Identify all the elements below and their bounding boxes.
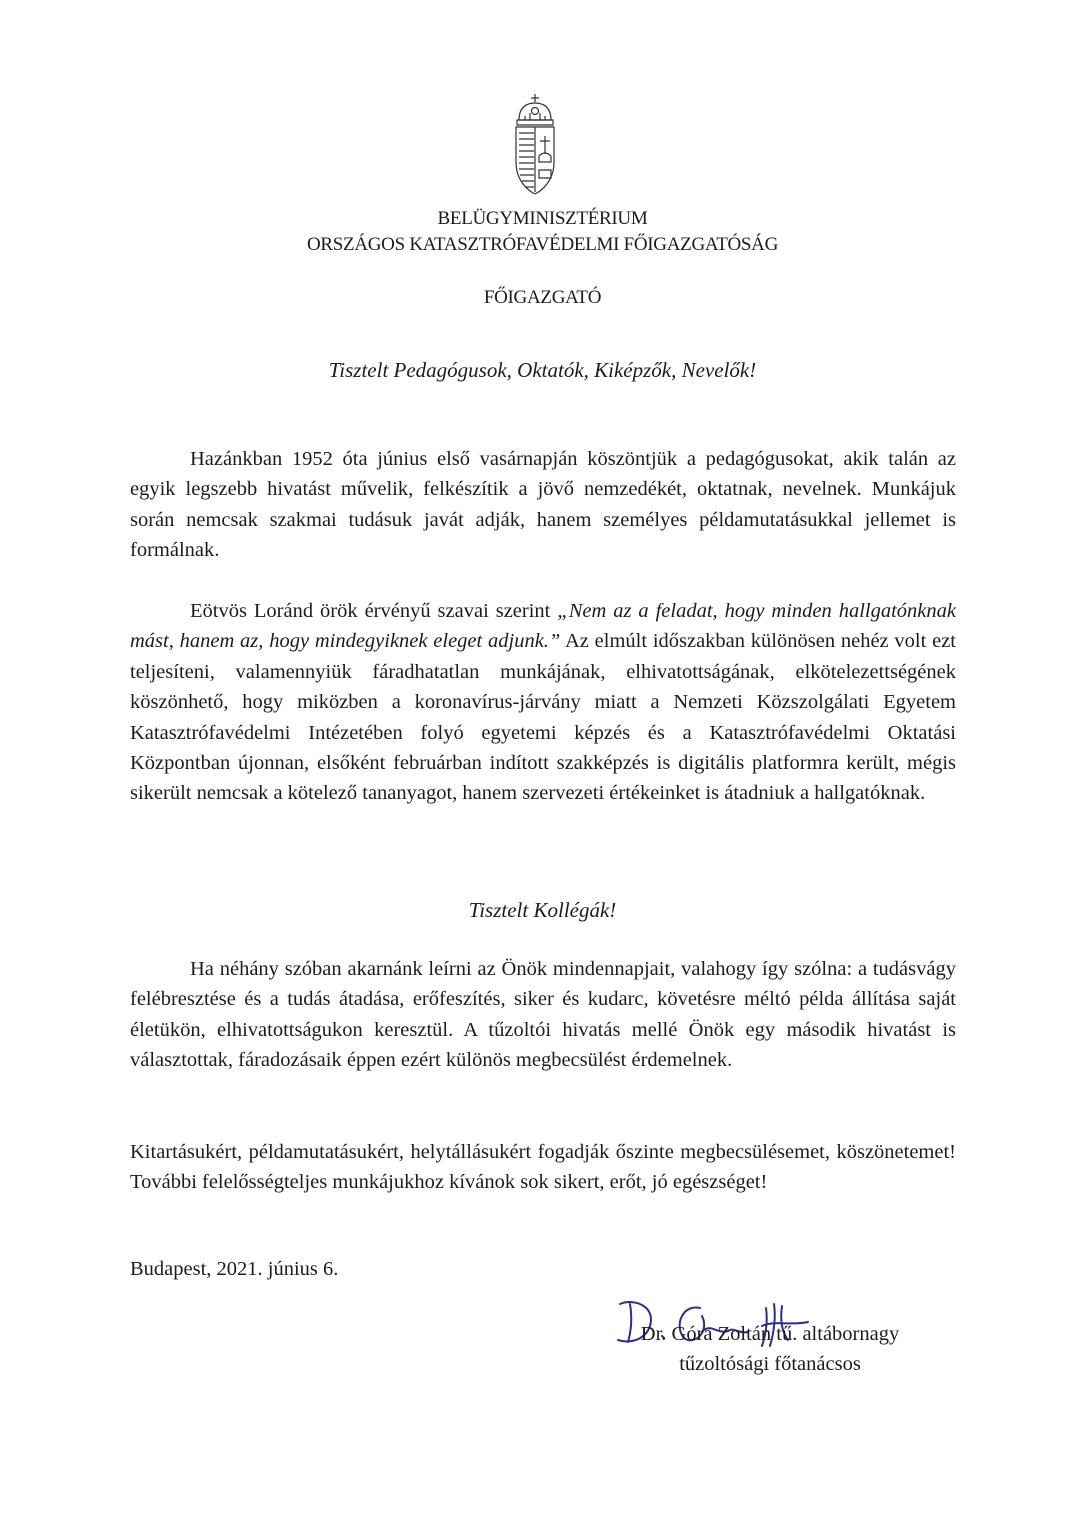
eotvos-quote: „Nem az a feladat, hogy minden hallgatónknak mást, hanem az, hogy mindegyiknek eleget adjunk.” [130, 600, 957, 653]
paragraph-2-intro: Eötvös Loránd örök érvényű szavai szerint [190, 600, 558, 622]
paragraph-1 [130, 444, 956, 566]
paragraph-4 [130, 1137, 956, 1198]
salutation: Tisztelt Pedagógusok, Oktatók, Kiképzők, Nevelők! [328, 358, 757, 382]
office-title: FŐIGAZGATÓ [483, 287, 602, 308]
paragraph-2-text: Az elmúlt időszakban különösen nehéz volt ezt teljesíteni, valamennyiük fáradhatatlan munkájának, elhivatottságának, elkötelezettségének köszönhető, hogy miközben a koronavírus-járvány miatt a Nemzeti Közszolgálati Egyetem Katasztrófavédelmi Intézetében folyó egyetemi képzés és a Katasztrófavédelmi Oktatási Központban újonnan, elsőként februárban indított szakképzés is digitális platformra került, mégis sikerült nemcsak a kötelező tananyagot, hanem szervezeti értékeinket is átadniuk a hallgatóknak. [130, 630, 956, 805]
place-and-date: Budapest, 2021. június 6. [130, 1258, 339, 1280]
coat-of-arms-icon [510, 92, 560, 196]
ministry-name: BELÜGYMINISZTÉRIUM [437, 208, 648, 229]
paragraph-2 [130, 596, 956, 809]
paragraph-3-text: Ha néhány szóban akarnánk leírni az Önök mindennapjait, valahogy így szólna: a tudásvágy felébresztése és a tudás átadása, erőfeszítés, siker és kudarc, követésre méltó példa állítása saját életükön, elhivatottságukon keresztül. A tűzoltói hivatás mellé Önök egy második hivatást is választottak, fáradozásaik éppen ezért különös megbecsülést érdemelnek. [130, 958, 956, 1072]
second-salutation: Tisztelt Kollégák! [468, 898, 617, 922]
signer-rank: tűzoltósági főtanácsos [679, 1353, 861, 1375]
signer-name: Dr. Góra Zoltán tű. altábornagy [640, 1323, 900, 1345]
paragraph-1-text: Hazánkban 1952 óta június első vasárnapján köszöntjük a pedagógusokat, akik talán az egyik legszebb hivatást művelik, felkészítik a jövő nemzedékét, oktatnak, nevelnek. Munkájuk során nemcsak szakmai tudásuk javát adják, hanem személyes példamutatásukkal jellemet is formálnak. [130, 448, 956, 562]
paragraph-4-text: Kitartásukért, példamutatásukért, helytállásukért fogadják őszinte megbecsülésemet, köszönetemet! További felelősségteljes munkájukhoz kívánok sok sikert, erőt, jó egészséget! [130, 1141, 956, 1194]
paragraph-3 [130, 954, 956, 1076]
agency-name: ORSZÁGOS KATASZTRÓFAVÉDELMI FŐIGAZGATÓSÁG [306, 234, 779, 255]
